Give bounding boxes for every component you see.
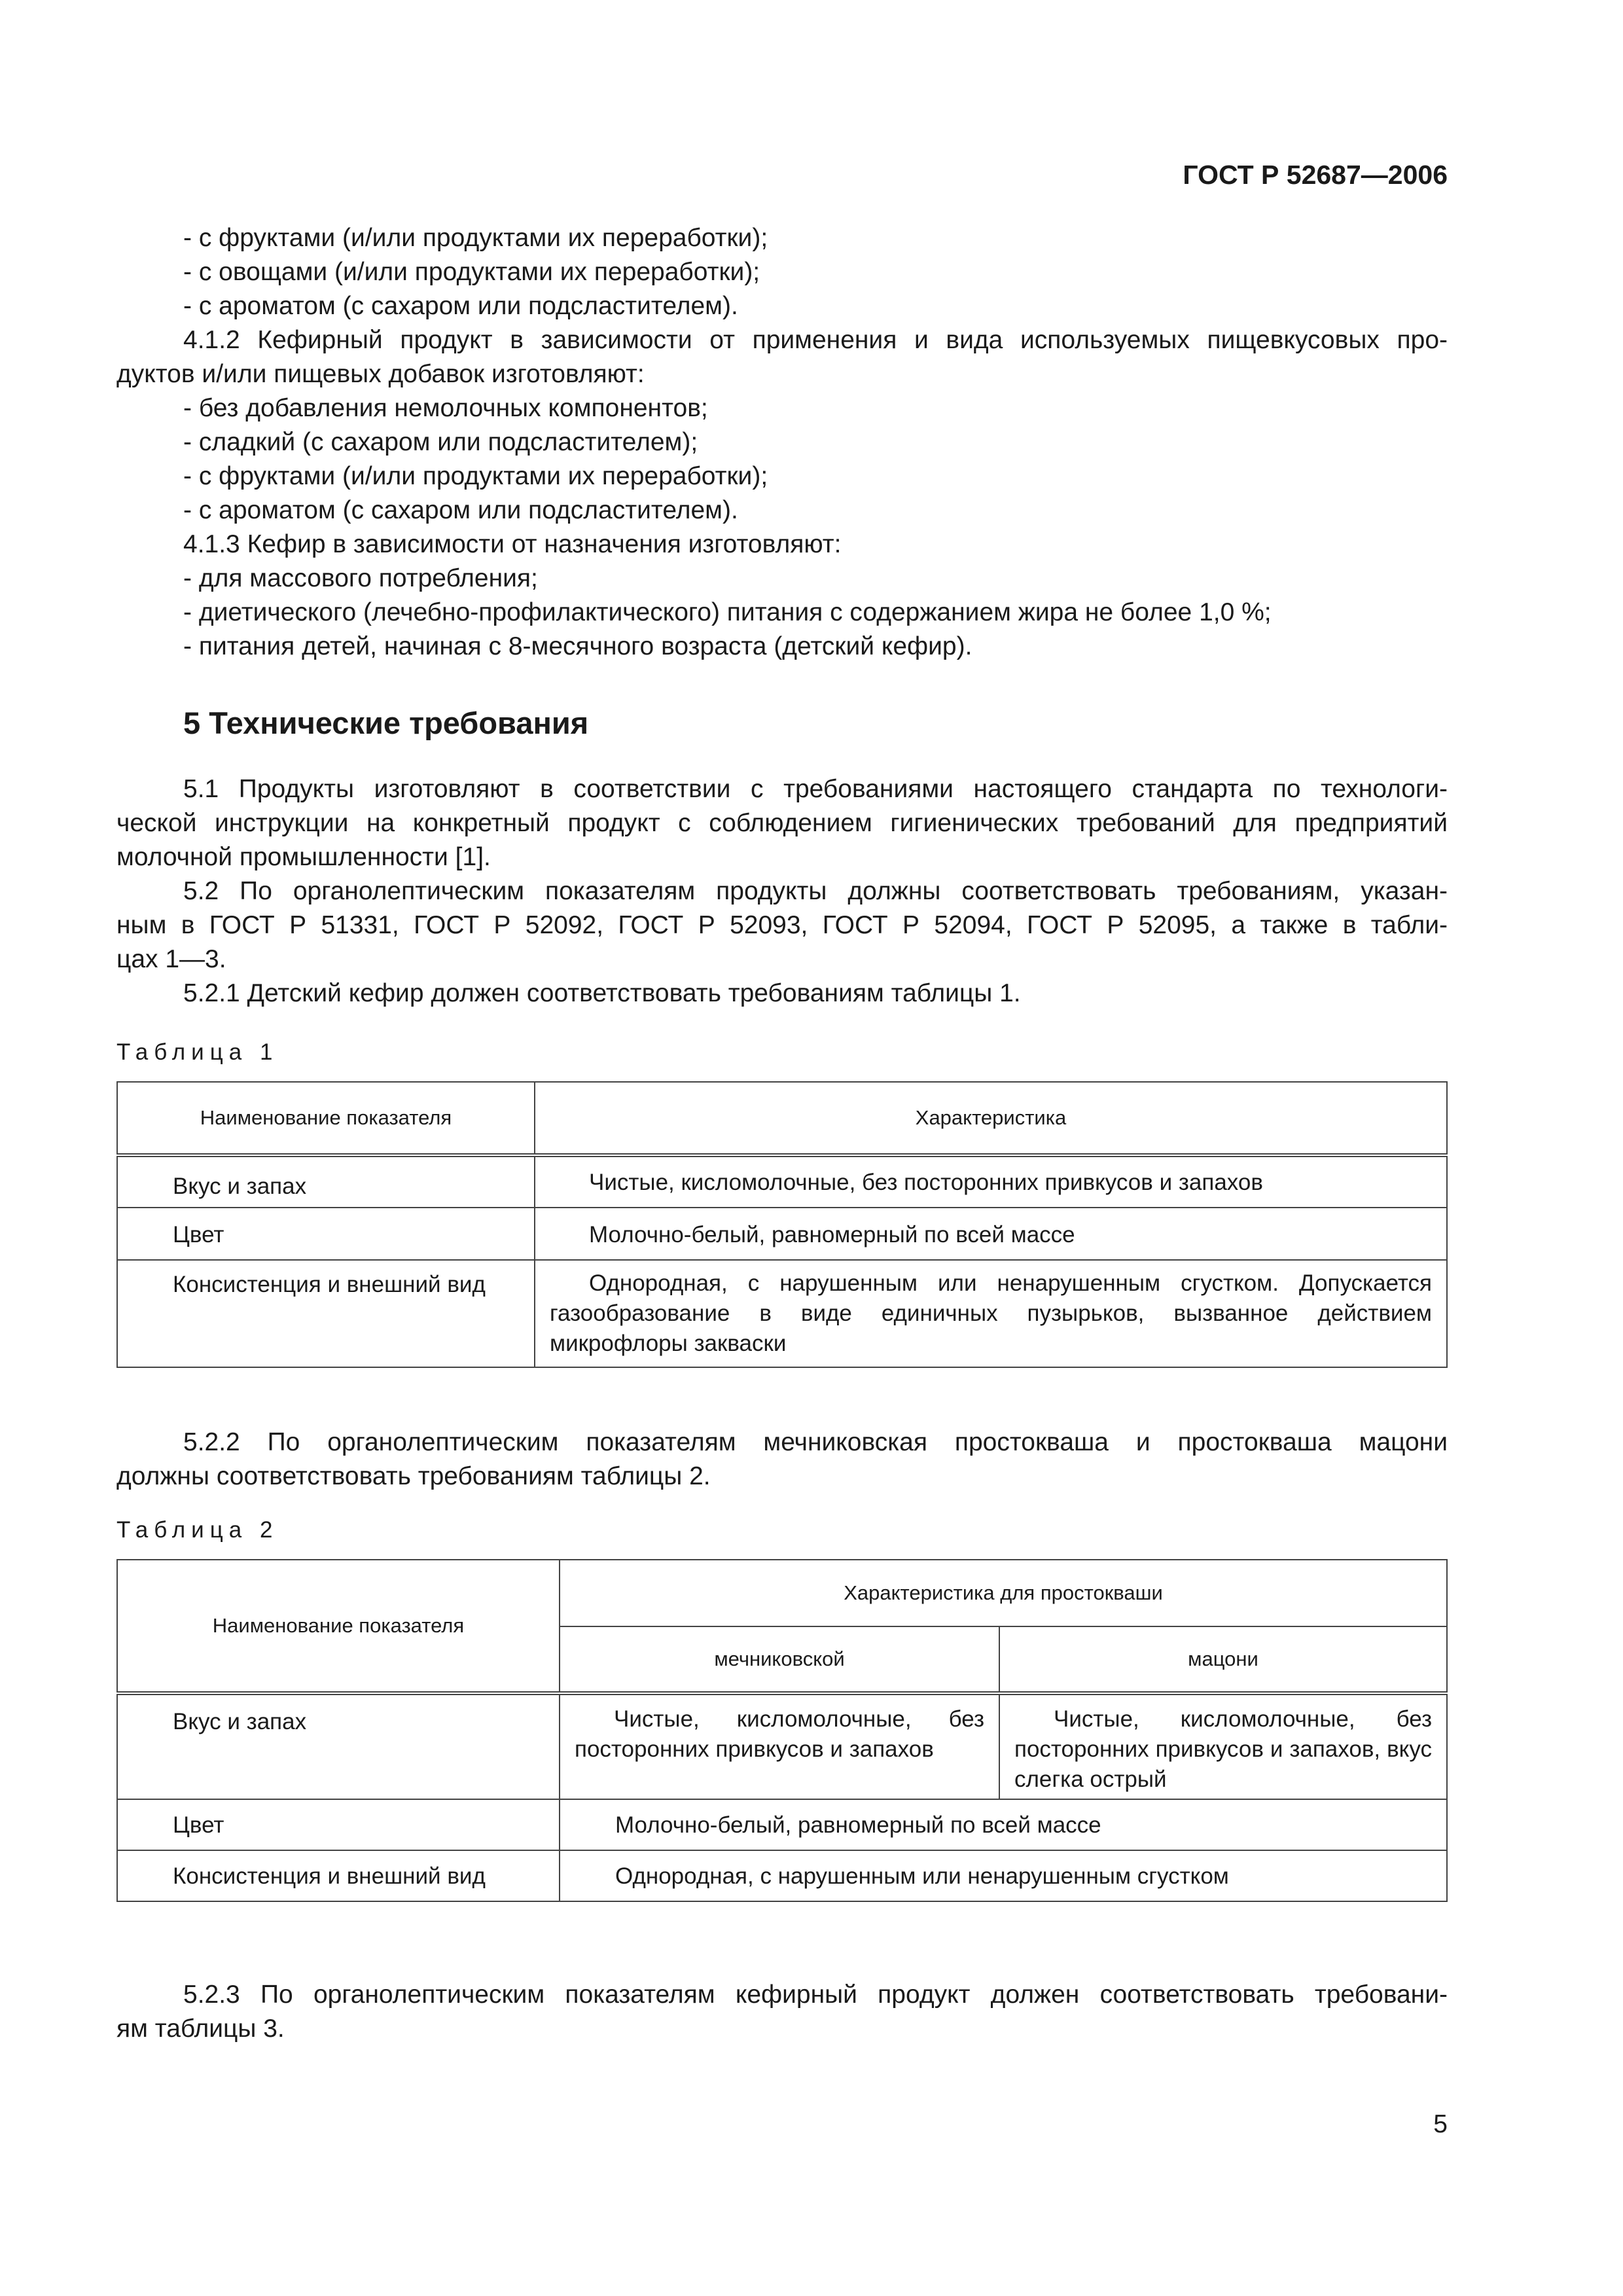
paragraph-5-2-3-line: ям таблицы 3. (116, 2015, 285, 2043)
document-id: ГОСТ Р 52687—2006 (1183, 160, 1448, 190)
table-cell: Чистые, кисломолочные, без посторонних привкусов и запахов (535, 1155, 1447, 1208)
paragraph-5-2-3-line: 5.2.3 По органолептическим показателям кефирный продукт должен соответствовать требовани- (183, 1981, 1448, 2009)
paragraph-4-1-2-line: дуктов и/или пищевых добавок изготовляют: (116, 360, 645, 388)
table-row (117, 1208, 1447, 1260)
paragraph-5-2-line: 5.2 По органолептическим показателям продукты должны соответствовать требованиям, указан- (183, 877, 1448, 905)
table-cell: Молочно-белый, равномерный по всей массе (560, 1799, 1447, 1850)
table-cell: Молочно-белый, равномерный по всей массе (535, 1208, 1447, 1260)
table-row (117, 1799, 1447, 1850)
table-row (117, 1693, 1447, 1799)
table-cell: Вкус и запах (117, 1693, 560, 1799)
list-item: - диетического (лечебно-профилактического) питания с содержанием жира не более 1,0 %; (183, 598, 1272, 626)
table-row (117, 1850, 1447, 1901)
paragraph-5-2-2-line: должны соответствовать требованиям таблицы 2. (116, 1462, 711, 1490)
list-item: - с ароматом (с сахаром или подсластителем). (183, 496, 738, 524)
table-cell: Цвет (117, 1799, 560, 1850)
list-item: - питания детей, начиная с 8-месячного возраста (детский кефир). (183, 632, 972, 660)
paragraph-5-2-line: цах 1—3. (116, 945, 226, 973)
paragraph-5-1-line: ческой инструкции на конкретный продукт с соблюдением гигиенических требований для предприятий (116, 809, 1448, 837)
list-item: - с фруктами (и/или продуктами их переработки); (183, 224, 768, 252)
list-item: - для массового потребления; (183, 564, 538, 592)
table-2-subheader-matsoni: мацони (999, 1626, 1447, 1693)
section-5-heading: 5 Технические требования (183, 706, 589, 740)
list-item: - с ароматом (с сахаром или подсластителем). (183, 292, 738, 320)
page-number: 5 (1433, 2110, 1448, 2138)
list-item: - с фруктами (и/или продуктами их переработки); (183, 462, 768, 490)
table-cell: Вкус и запах (117, 1155, 535, 1208)
table-cell: Консистенция и внешний вид (117, 1850, 560, 1901)
table-1 (116, 1081, 1448, 1368)
section-5-text (116, 772, 1448, 1011)
paragraph-5-2-2 (116, 1426, 1448, 1494)
paragraph-5-2-line: ным в ГОСТ Р 51331, ГОСТ Р 52092, ГОСТ Р 52093, ГОСТ Р 52094, ГОСТ Р 52095, а также в табли- (116, 911, 1448, 939)
table-cell: Чистые, кисломолочные, без посторонних привкусов и запахов (560, 1693, 999, 1799)
table-cell: Однородная, с нарушенным или ненарушенным сгустком (560, 1850, 1447, 1901)
table-2-header-group: Характеристика для простокваши (560, 1560, 1447, 1626)
list-item: - без добавления немолочных компонентов; (183, 394, 708, 422)
paragraph-4-1-3: 4.1.3 Кефир в зависимости от назначения изготовляют: (183, 530, 842, 558)
list-item: - сладкий (с сахаром или подсластителем); (183, 428, 698, 456)
table-1-header-name: Наименование показателя (117, 1082, 535, 1155)
table-1-caption: Таблица 1 (116, 1039, 279, 1065)
table-cell: Цвет (117, 1208, 535, 1260)
table-row (117, 1155, 1447, 1208)
table-2-subheader-mechnikov: мечниковской (560, 1626, 999, 1693)
paragraph-5-1-line: 5.1 Продукты изготовляют в соответствии с требованиями настоящего стандарта по технологи- (183, 775, 1448, 803)
table-cell: Консистенция и внешний вид (117, 1260, 535, 1367)
table-2-caption: Таблица 2 (116, 1517, 279, 1543)
list-item: - с овощами (и/или продуктами их переработки); (183, 258, 760, 286)
section-4-text (116, 221, 1448, 664)
paragraph-4-1-2-line: 4.1.2 Кефирный продукт в зависимости от применения и вида используемых пищевкусовых про- (183, 326, 1448, 354)
table-2 (116, 1559, 1448, 1902)
table-row (117, 1260, 1447, 1367)
paragraph-5-2-2-line: 5.2.2 По органолептическим показателям мечниковская простокваша и простокваша мацони (183, 1428, 1448, 1456)
paragraph-5-2-1: 5.2.1 Детский кефир должен соответствовать требованиям таблицы 1. (183, 979, 1021, 1007)
paragraph-5-2-3 (116, 1978, 1448, 2046)
table-cell: Чистые, кисломолочные, без посторонних привкусов и запахов, вкус слегка острый (999, 1693, 1447, 1799)
table-1-header-characteristic: Характеристика (535, 1082, 1447, 1155)
table-cell: Однородная, с нарушенным или ненарушенным сгустком. Допускается газообразование в виде единичных пузырьков, вызванное действием микрофлоры закваски (535, 1260, 1447, 1367)
table-2-header-name: Наименование показателя (117, 1560, 560, 1693)
paragraph-5-1-line: молочной промышленности [1]. (116, 843, 491, 871)
